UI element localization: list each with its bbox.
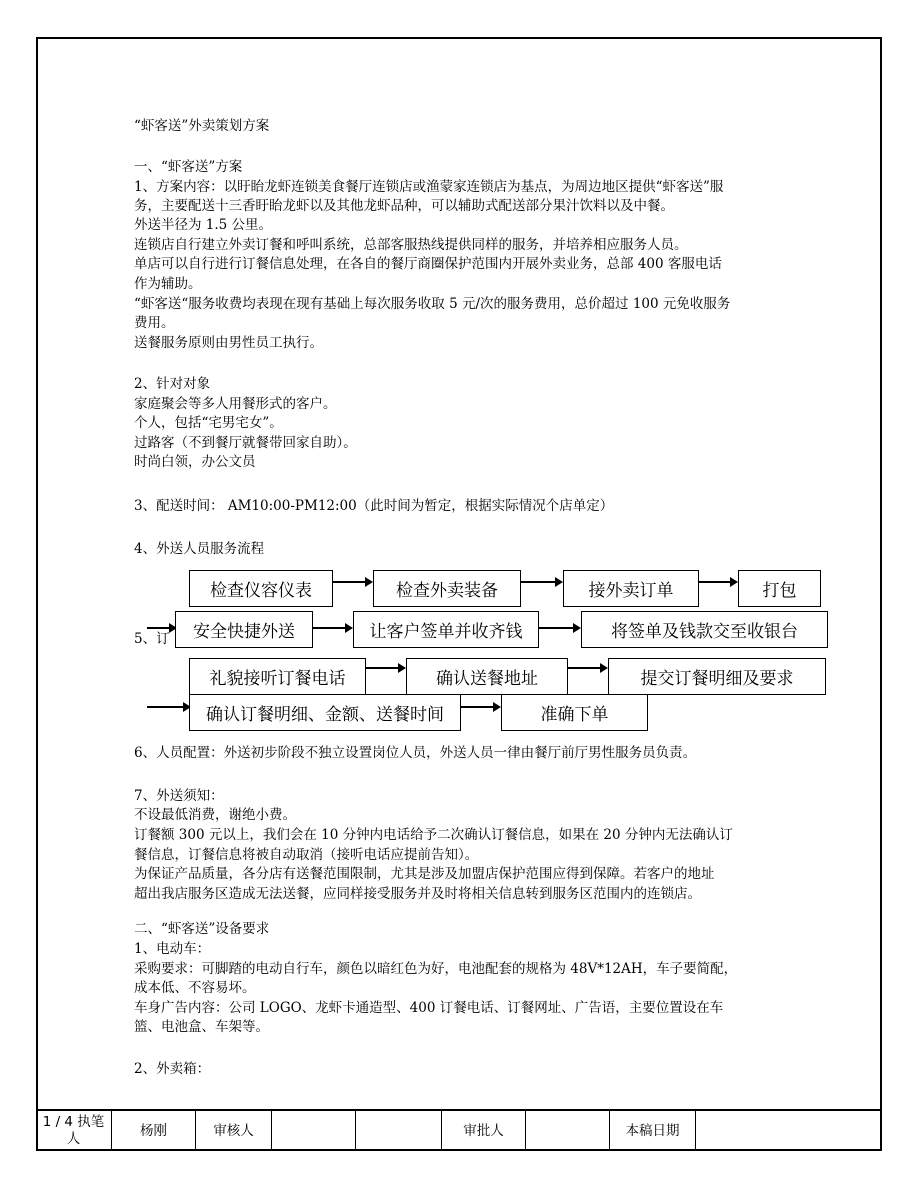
text-line: 超出我店服务区造成无法送餐，应同样接受服务并及时将相关信息转到服务区范围内的连锁店。	[134, 886, 701, 902]
flow-box: 准确下单	[501, 694, 648, 731]
date-label-cell: 本稿日期	[610, 1111, 696, 1151]
approver-label-cell: 审批人	[442, 1111, 526, 1151]
arrow-icon	[313, 627, 351, 629]
text-line: 费用。	[134, 315, 175, 331]
flow-box: 确认订餐明细、金额、送餐时间	[189, 694, 461, 731]
text-line: 不设最低消费，谢绝小费。	[134, 807, 296, 823]
section-heading: 二、“虾客送”设备要求	[134, 921, 270, 937]
text-line: 连锁店自行建立外卖订餐和呼叫系统，总部客服热线提供同样的服务，并培养相应服务人员。	[134, 237, 688, 253]
arrow-icon	[333, 581, 371, 583]
doc-title: “虾客送”外卖策划方案	[134, 118, 270, 134]
arrow-icon	[147, 706, 189, 708]
text-line: 家庭聚会等多人用餐形式的客户。	[134, 396, 337, 412]
flow-box: 确认送餐地址	[406, 658, 568, 695]
section-heading: 2、外卖箱：	[134, 1061, 211, 1077]
text-line: 外送半径为 1.5 公里。	[134, 217, 273, 233]
text-line: 采购要求：可脚踏的电动自行车，颜色以暗红色为好，电池配套的规格为 48V*12AH，车子要简配，	[134, 961, 738, 977]
text-line: 送餐服务原则由男性员工执行。	[134, 335, 323, 351]
approver-value-cell	[526, 1111, 610, 1151]
text-line: 成本低、不容易坏。	[134, 980, 256, 996]
text-line: “虾客送“服务收费均表现在现有基础上每次服务收取 5 元/次的服务费用，总价超过 100 元免收服务	[134, 296, 731, 312]
page-number-cell: 1 / 4 执笔人	[36, 1111, 112, 1151]
arrow-icon	[461, 706, 499, 708]
flow-box: 安全快捷外送	[175, 611, 313, 648]
section-heading: 6、人员配置：外送初步阶段不独立设置岗位人员，外送人员一律由餐厅前厅男性服务员负责。	[134, 745, 697, 761]
text-line: 务，主要配送十三香盱眙龙虾以及其他龙虾品种，可以辅助式配送部分果汁饮料以及中餐。	[134, 198, 674, 214]
text-line: 餐信息，订餐信息将被自动取消（接听电话应提前告知）。	[134, 847, 479, 863]
arrow-icon	[568, 667, 606, 669]
empty-cell	[356, 1111, 442, 1151]
section-heading: 3、配送时间： AM10:00-PM12:00（此时间为暂定，根据实际情况个店单定）	[134, 498, 614, 514]
text-line: 1、方案内容：以盱眙龙虾连锁美食餐厅连锁店或渔蒙家连锁店为基点，为周边地区提供“虾客送”服	[134, 179, 724, 195]
footer-table	[36, 1109, 882, 1151]
section-heading: 7、外送须知：	[134, 788, 224, 804]
section-heading: 一、“虾客送”方案	[134, 159, 243, 175]
date-value-cell	[696, 1111, 880, 1151]
flow-box: 将签单及钱款交至收银台	[581, 611, 828, 648]
flow-box: 检查仪容仪表	[189, 570, 333, 607]
section-heading: 4、外送人员服务流程	[134, 541, 265, 557]
text-line: 作为辅助。	[134, 276, 202, 292]
section-heading-partial: 5、订	[134, 631, 170, 647]
text-line: 车身广告内容：公司 LOGO、龙虾卡通造型、400 订餐电话、订餐网址、广告语，主要位置设在车	[134, 1000, 724, 1016]
text-line: 时尚白领，办公文员	[134, 454, 256, 470]
text-line: 为保证产品质量，各分店有送餐范围限制，尤其是涉及加盟店保护范围应得到保障。若客户的地址	[134, 866, 715, 882]
arrow-icon	[147, 627, 175, 629]
flow-box: 打包	[738, 570, 821, 607]
flow-box: 检查外卖装备	[373, 570, 521, 607]
section-heading: 2、针对对象	[134, 376, 211, 392]
flow-box: 让客户签单并收齐钱	[353, 611, 539, 648]
flow-box: 接外卖订单	[563, 570, 699, 607]
text-line: 过路客（不到餐厅就餐带回家自助）。	[134, 435, 357, 451]
section-heading: 1、电动车：	[134, 941, 211, 957]
flow-box: 提交订餐明细及要求	[608, 658, 826, 695]
flow-box: 礼貌接听订餐电话	[189, 658, 366, 695]
reviewer-value-cell	[272, 1111, 356, 1151]
text-line: 篮、电池盒、车架等。	[134, 1019, 269, 1035]
text-line: 个人，包括“宅男宅女”。	[134, 415, 283, 431]
text-line: 单店可以自行进行订餐信息处理，在各自的餐厅商圈保护范围内开展外卖业务，总部 400 客服电话	[134, 256, 722, 272]
reviewer-label-cell: 审核人	[196, 1111, 272, 1151]
text-line: 订餐额 300 元以上，我们会在 10 分钟内电话给予二次确认订餐信息，如果在 20 分钟内无法确认订	[134, 827, 733, 843]
arrow-icon	[366, 667, 404, 669]
arrow-icon	[699, 581, 736, 583]
author-cell: 杨刚	[112, 1111, 196, 1151]
arrow-icon	[521, 581, 561, 583]
arrow-icon	[539, 627, 579, 629]
